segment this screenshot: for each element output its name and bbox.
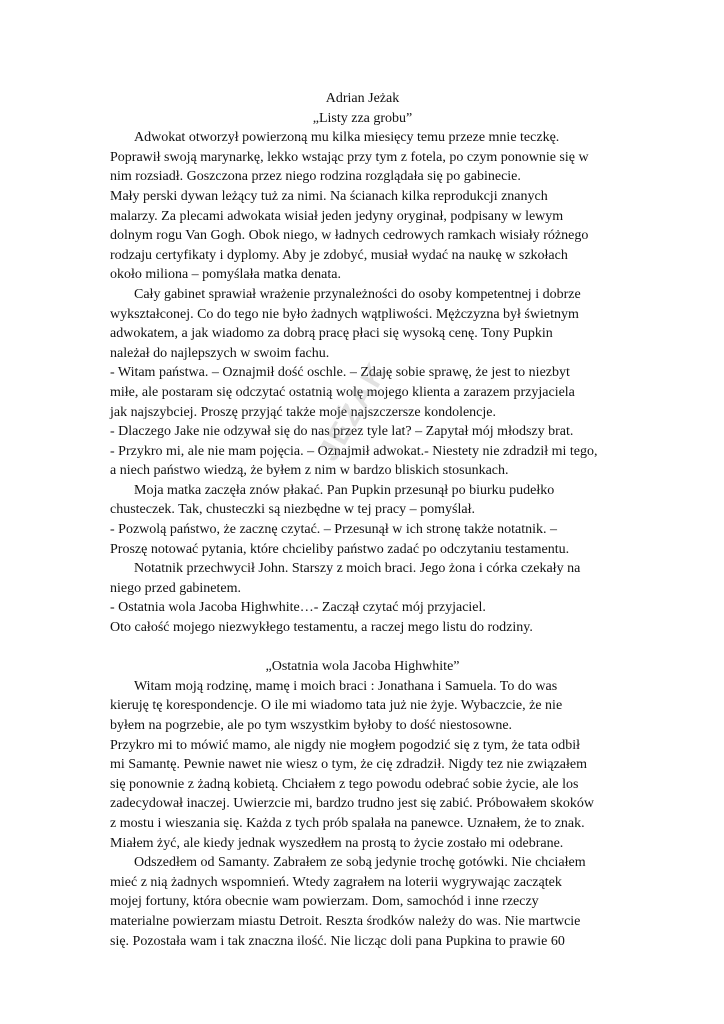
text-line: - Witam państwa. – Oznajmił dość oschle. – Zdaję sobie sprawę, że jest to niezbyt	[110, 365, 570, 381]
author-name: Adrian Jeżak	[325, 91, 400, 106]
text-line: się. Pozostała wam i tak znaczna ilość. Nie licząc doli pana Pupkina to prawie 60	[110, 933, 565, 949]
story-title: „Listy zza grobu”	[312, 110, 413, 126]
text-line: Proszę notować pytania, które chcieliby państwo zadać po odczytaniu testamentu.	[110, 541, 570, 557]
text-line: niego przed gabinetem.	[110, 580, 242, 596]
section-title: „Ostatnia wola Jacoba Highwhite”	[265, 659, 460, 675]
document-body	[110, 89, 615, 951]
text-line: Przykro mi to mówić mamo, ale nigdy nie mogłem pogodzić się z tym, że tata odbił	[110, 737, 581, 753]
text-line: Notatnik przechwycił John. Starszy z moich braci. Jego żona i córka czekały na	[134, 561, 581, 577]
text-line: z mostu i wieszania się. Każda z tych prób spalała na panewce. Uznałem, że to znak.	[110, 815, 585, 831]
text-line: miłe, ale postaram się odczytać ostatnią wolę mojego klienta a zarazem przyjaciela	[110, 384, 575, 400]
text-line: adwokatem, a jak wiadomo za dobrą pracę płaci się wysoką cenę. Tony Pupkin	[110, 326, 553, 342]
watermark: JEŻAK	[312, 356, 395, 467]
text-line: - Ostatnia wola Jacoba Highwhite…- Zaczął czytać mój przyjaciel.	[110, 600, 486, 616]
text-line: około miliona – pomyślała matka denata.	[110, 267, 341, 283]
text-line: mieć z nią żadnych wspomnień. Wtedy zagrałem na loterii wygrywając zaczątek	[110, 874, 562, 890]
text-line: należał do najlepszych w swoim fachu.	[110, 345, 330, 361]
text-line: wykształconej. Co do tego nie było żadnych wątpliwości. Mężczyzna był świetnym	[110, 306, 579, 322]
text-line: dolnym rogu Van Gogh. Obok niego, w ładnych cedrowych ramkach wisiały różnego	[110, 228, 589, 244]
text-line: materialne powierzam miastu Detroit. Reszta środków należy do was. Nie martwcie	[110, 913, 581, 929]
text-line: - Pozwolą państwo, że zacznę czytać. – Przesunął w ich stronę także notatnik. –	[110, 522, 558, 538]
text-line: a niech państwo wiedzą, że byłem z nim w bardzo bliskich stosunkach.	[110, 463, 509, 479]
text-line: się ponownie z żadną kobietą. Chciałem z tego powodu odebrać sobie życie, ale los	[110, 776, 579, 792]
text-line: Mały perski dywan leżący tuż za nimi. Na ścianach kilka reprodukcji znanych	[110, 188, 548, 204]
text-line: - Dlaczego Jake nie odzywał się do nas przez tyle lat? – Zapytał mój młodszy brat.	[110, 424, 574, 440]
text-line: Odszedłem od Samanty. Zabrałem ze sobą jedynie trochę gotówki. Nie chciałem	[134, 855, 586, 871]
text-line: jak najszybciej. Proszę przyjąć także moje najszczersze kondolencje.	[110, 404, 496, 420]
text-line: byłem na pogrzebie, ale po tym wszystkim byłoby to dość niestosowne.	[110, 718, 513, 733]
text-line: mojej fortuny, która obecnie wam powierzam. Dom, samochód i inne rzeczy	[110, 894, 539, 910]
text-line: malarzy. Za plecami adwokata wisiał jeden jedyny oryginał, podpisany w lewym	[110, 208, 564, 224]
text-line: zadecydował inaczej. Uwierzcie mi, bardzo trudno jest się zabić. Próbowałem skoków	[110, 796, 594, 812]
text-line: rodzaju certyfikaty i dyplomy. Aby je zdobyć, musiał wydać na naukę w szkołach	[110, 247, 568, 263]
text-line: Adwokat otworzył powierzoną mu kilka miesięcy temu przeze mnie teczkę.	[134, 130, 560, 146]
text-line: kieruję tę korespondencje. O ile mi wiadomo tata już nie żyje. Wybaczcie, że nie	[110, 698, 563, 714]
text-line: chusteczek. Tak, chusteczki są niezbędne w tej pracy – pomyślał.	[110, 502, 475, 518]
text-line: - Przykro mi, ale nie mam pojęcia. – Oznajmił adwokat.- Niestety nie zdradził mi tego,	[110, 443, 598, 459]
text-line: Miałem żyć, ale kiedy jednak wyszedłem na prostą to życie zostało mi odebrane.	[110, 835, 564, 851]
text-line: mi Samantę. Pewnie nawet nie wiesz o tym, że cię zdradził. Nigdy tez nie związałem	[110, 757, 587, 773]
text-line: nim rozsiadł. Goszczona przez niego rodzina rozglądała się po gabinecie.	[110, 169, 521, 185]
text-line: Witam moją rodzinę, mamę i moich braci : Jonathana i Samuela. To do was	[134, 678, 558, 694]
text-line: Poprawił swoją marynarkę, lekko wstając przy tym z fotela, po czym ponownie się w	[110, 149, 589, 165]
text-line: Moja matka zaczęła znów płakać. Pan Pupkin przesunął po biurku pudełko	[134, 482, 555, 498]
blank-line	[110, 638, 615, 658]
text-line: Cały gabinet sprawiał wrażenie przynależności do osoby kompetentnej i dobrze	[134, 286, 581, 302]
text-line: Oto całość mojego niezwykłego testamentu, a raczej mego listu do rodziny.	[110, 620, 533, 636]
